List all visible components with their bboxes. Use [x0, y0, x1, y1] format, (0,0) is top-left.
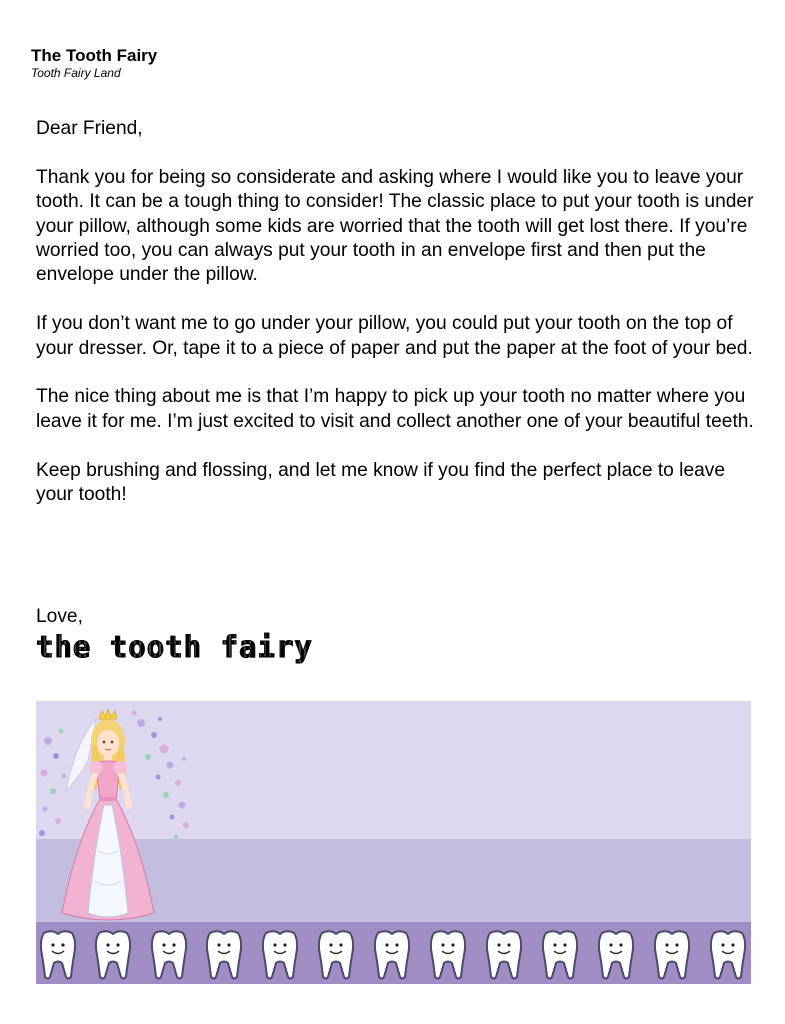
teeth-row — [36, 927, 751, 981]
paragraph-1: Thank you for being so considerate and asking where I would like you to leave your tooth. It can be a tough thing to consider! The classic place to put your tooth is under your pillow, although some kids are worried that the tooth will get lost there. If you’re worried too, you can always put your tooth in an envelope first and then put the envelope under the pillow. — [36, 166, 754, 286]
signature-text: the tooth fairy — [36, 630, 313, 664]
smiling-tooth-icon — [596, 927, 636, 981]
closing: Love, — [36, 606, 83, 627]
smiling-tooth-icon — [708, 927, 748, 981]
smiling-tooth-icon — [428, 927, 468, 981]
smiling-tooth-icon — [93, 927, 133, 981]
sender-name: The Tooth Fairy — [31, 46, 158, 65]
smiling-tooth-icon — [540, 927, 580, 981]
letter-header — [31, 45, 157, 81]
smiling-tooth-icon — [652, 927, 692, 981]
paragraph-3: The nice thing about me is that I’m happy to pick up your tooth no matter where you leave it for me. I’m just excited to visit and collect another one of your beautiful teeth. — [36, 386, 754, 432]
decorative-banner — [36, 701, 751, 984]
smiling-tooth-icon — [484, 927, 524, 981]
salutation: Dear Friend, — [36, 118, 143, 139]
sender-location: Tooth Fairy Land — [31, 66, 121, 80]
smiling-tooth-icon — [204, 927, 244, 981]
paragraph-2: If you don’t want me to go under your pillow, you could put your tooth on the top of your dresser. Or, tape it to a piece of paper and put the paper at the foot of your bed. — [36, 313, 753, 359]
smiling-tooth-icon — [260, 927, 300, 981]
smiling-tooth-icon — [316, 927, 356, 981]
letter-body — [36, 117, 761, 532]
paragraph-4: Keep brushing and flossing, and let me know if you find the perfect place to leave your tooth! — [36, 459, 726, 506]
signature — [36, 627, 313, 667]
smiling-tooth-icon — [38, 927, 78, 981]
fairy-princess-icon — [36, 701, 206, 923]
smiling-tooth-icon — [372, 927, 412, 981]
smiling-tooth-icon — [149, 927, 189, 981]
